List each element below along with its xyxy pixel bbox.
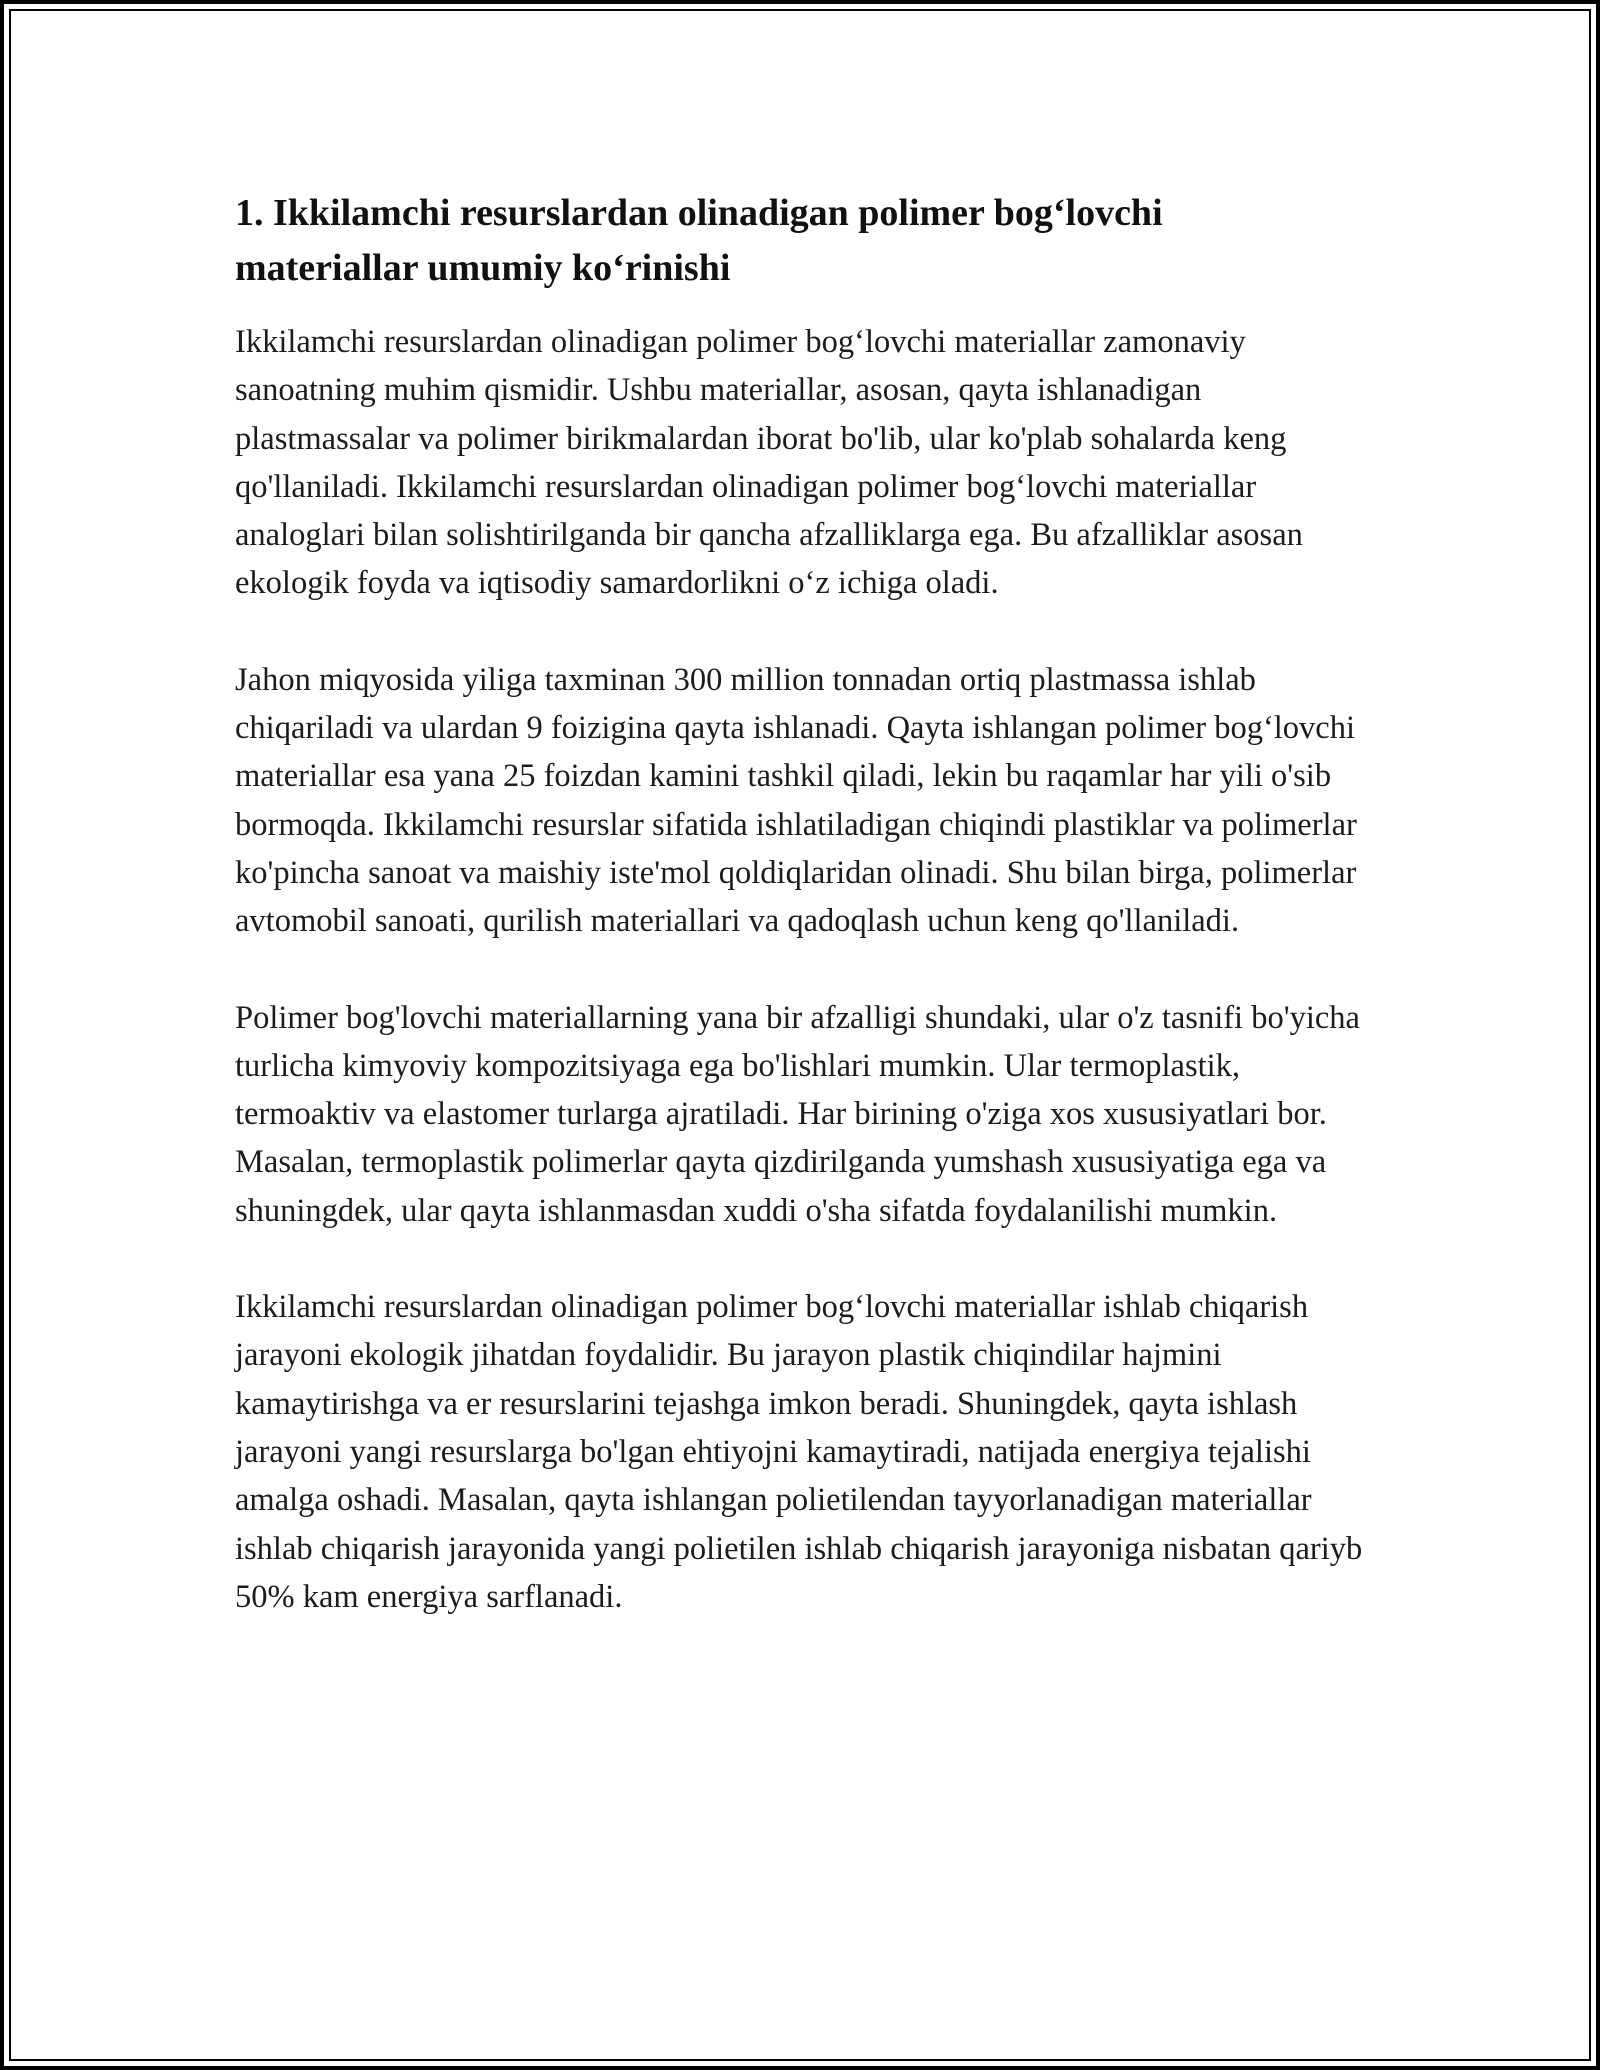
section-heading xyxy=(235,186,1365,296)
paragraph-2: Jahon miqyosida yiliga taxminan 300 million tonnadan ortiq plastmassa ishlab chiqariladi va ulardan 9 foizigina qayta ishlanadi. Qayta ishlangan polimer bog‘lovchi materiallar esa yana 25 foizdan kamini tashkil qiladi, lekin bu raqamlar har yili o'sib bormoqda. Ikkilamchi resurslar sifatida ishlatiladigan chiqindi plastiklar va polimerlar ko'pincha sanoat va maishiy iste'mol qoldiqlaridan olinadi. Shu bilan birga, polimerlar avtomobil sanoati, qurilish materiallari va qadoqlash uchun keng qo'llaniladi. xyxy=(235,661,1357,940)
paragraph-4: Ikkilamchi resurslardan olinadigan polimer bog‘lovchi materiallar ishlab chiqarish jarayoni ekologik jihatdan foydalidir. Bu jarayon plastik chiqindilar hajmini kamaytirishga va er resurslarini tejashga imkon beradi. Shuningdek, qayta ishlash jarayoni yangi resurslarga bo'lgan ehtiyojni kamaytiradi, natijada energiya tejalishi amalga oshadi. Masalan, qayta ishlangan polietilendan tayyorlanadigan materiallar ishlab chiqarish jarayonida yangi polietilen ishlab chiqarish jarayoniga nisbatan qariyb 50% kam energiya sarflanadi. xyxy=(235,1289,1363,1615)
section-heading-line-2: materiallar umumiy ko‘rinishi xyxy=(235,247,731,289)
section-heading-line-1: 1. Ikkilamchi resurslardan olinadigan polimer bog‘lovchi xyxy=(235,192,1163,234)
paragraph-1: Ikkilamchi resurslardan olinadigan polimer bog‘lovchi materiallar zamonaviy sanoatning muhim qismidir. Ushbu materiallar, asosan, qayta ishlanadigan plastmassalar va polimer birikmalardan iborat bo'lib, ular ko'plab sohalarda keng qo'llaniladi. Ikkilamchi resurslardan olinadigan polimer bog‘lovchi materiallar analoglari bilan solishtirilganda bir qancha afzalliklarga ega. Bu afzalliklar asosan ekologik foyda va iqtisodiy samardorlikni o‘z ichiga oladi. xyxy=(235,324,1303,602)
paragraph-3: Polimer bog'lovchi materiallarning yana bir afzalligi shundaki, ular o'z tasnifi bo'yicha turlicha kimyoviy kompozitsiyaga ega bo'lishlari mumkin. Ular termoplastik, termoaktiv va elastomer turlarga ajratiladi. Har birining o'ziga xos xususiyatlari bor. Masalan, termoplastik polimerlar qayta qizdirilganda yumshash xususiyatiga ega va shuningdek, ular qayta ishlanmasdan xuddi o'sha sifatda foydalanilishi mumkin. xyxy=(235,999,1360,1229)
document-body xyxy=(235,186,1365,1621)
